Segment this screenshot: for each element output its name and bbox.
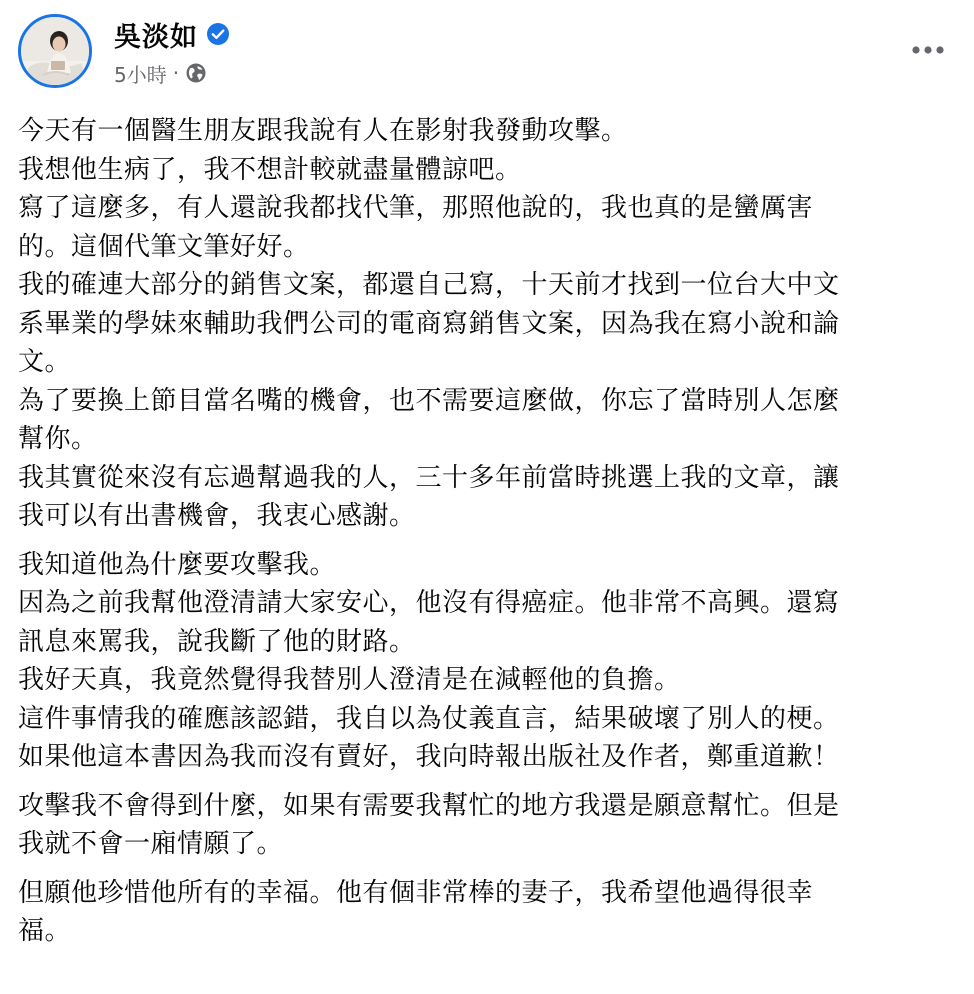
text-line: 我的確連大部分的銷售文案，都還自己寫，十天前才找到一位台大中文	[18, 270, 840, 300]
text-line: 我其實從來沒有忘過幫過我的人，三十多年前當時挑選上我的文章，讓	[18, 462, 840, 493]
post-meta	[114, 58, 207, 88]
author-row	[114, 16, 230, 52]
author-name[interactable]: 吳淡如	[114, 21, 198, 53]
text-line: 今天有一個醫生朋友跟我說有人在影射我發動攻擊。	[18, 116, 628, 146]
text-line: 的。這個代筆文筆好好。	[18, 231, 310, 262]
text-line: 我想他生病了，我不想計較就盡量體諒吧。	[18, 154, 522, 185]
verified-badge-icon	[206, 22, 230, 46]
meta-separator: ·	[172, 61, 180, 85]
globe-icon[interactable]	[185, 62, 207, 84]
text-line: 如果他這本書因為我而沒有賣好，我向時報出版社及作者，鄭重道歉！	[18, 742, 840, 772]
text-line: 幫你。	[18, 424, 98, 454]
post-paragraph-2	[18, 546, 958, 777]
more-options-icon	[910, 45, 946, 55]
text-line: 為了要換上節目當名嘴的機會，也不需要這麼做，你忘了當時別人怎麼	[18, 385, 840, 416]
text-line: 我就不會一廂情願了。	[18, 829, 284, 859]
text-line: 我可以有出書機會，我衷心感謝。	[18, 501, 416, 531]
text-line: 我知道他為什麼要攻擊我。	[18, 549, 337, 580]
text-line: 攻擊我不會得到什麼，如果有需要我幫忙的地方我還是願意幫忙。但是	[18, 790, 840, 821]
text-line: 但願他珍惜他所有的幸福。他有個非常棒的妻子，我希望他過得很幸	[18, 877, 814, 908]
text-line: 訊息來罵我，說我斷了他的財路。	[18, 626, 416, 657]
text-line: 寫了這麼多，有人還說我都找代筆，那照他說的，我也真的是蠻厲害	[18, 193, 814, 223]
avatar[interactable]	[18, 14, 92, 88]
post-timestamp[interactable]: 5小時	[114, 62, 167, 87]
more-options-button[interactable]	[904, 32, 952, 68]
text-line: 我好天真，我竟然覺得我替別人澄清是在減輕他的負擔。	[18, 665, 681, 695]
post-text	[18, 112, 958, 951]
text-line: 系畢業的學妹來輔助我們公司的電商寫銷售文案，因為我在寫小說和論	[18, 308, 840, 339]
text-line: 因為之前我幫他澄清請大家安心，他沒有得癌症。他非常不高興。還寫	[18, 588, 840, 618]
post-paragraph-3	[18, 787, 958, 864]
post-header	[14, 14, 960, 94]
text-line: 文。	[18, 347, 72, 377]
post-paragraph-1	[18, 112, 958, 536]
avatar-photo	[21, 17, 89, 85]
post-paragraph-4	[18, 874, 958, 951]
text-line: 這件事情我的確應該認錯，我自以為仗義直言，結果破壞了別人的梗。	[18, 703, 840, 734]
text-line: 福。	[18, 916, 72, 946]
